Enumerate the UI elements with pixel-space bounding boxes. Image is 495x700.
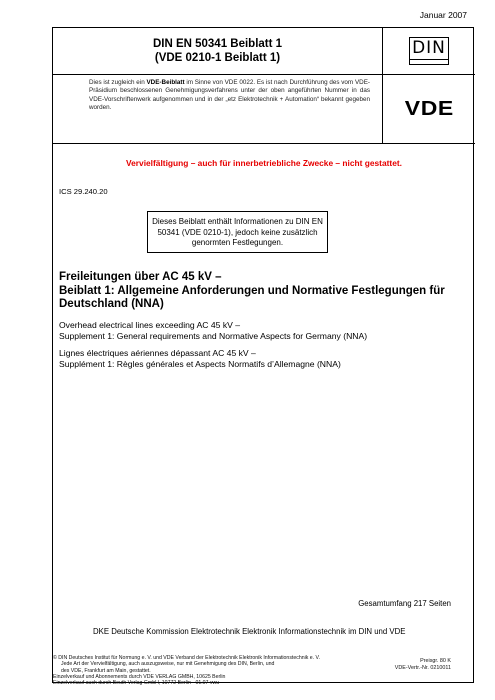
- footer-line-4: Einzelverkauf und Abonnements durch VDE VERLAG GMBH, 10625 Berlin: [53, 673, 226, 680]
- total-pages: Gesamtumfang 217 Seiten: [358, 599, 451, 608]
- vde-logo: VDE: [404, 97, 454, 120]
- vde-note: [53, 75, 383, 144]
- price-info: [395, 658, 451, 672]
- english-title-line-1: Overhead electrical lines exceeding AC 45 kV –: [59, 320, 241, 330]
- document-title: [59, 271, 469, 312]
- info-box: Dieses Beiblatt enthält Informationen zu DIN EN 50341 (VDE 0210-1), jedoch keine zusätzlich genormten Festlegungen.: [147, 211, 328, 253]
- english-title-line-2: Supplement 1: General requirements and Normative Aspects for Germany (NNA): [59, 331, 368, 341]
- french-title-line-2: Supplément 1: Règles générales et Aspects Normatifs d’Allemagne (NNA): [59, 359, 341, 369]
- english-title: [59, 320, 469, 342]
- footer-line-3: des VDE, Frankfurt am Main, gestattet.: [61, 667, 151, 674]
- footer-line-1: © DIN Deutsches Institut für Normung e. V. und VDE Verband der Elektrotechnik Elektronik Informationstechnik e. V.: [53, 655, 320, 661]
- vde-order-number: VDE-Vertr.-Nr. 0210011: [394, 665, 451, 671]
- ics-code: ICS 29.240.20: [59, 187, 108, 196]
- vde-note-prefix: Dies ist zugleich ein: [89, 79, 147, 86]
- din-logo-text: DIN: [412, 38, 446, 58]
- standard-title-box: [53, 28, 383, 75]
- standard-number: DIN EN 50341 Beiblatt 1: [152, 38, 283, 50]
- din-logo-box: [383, 28, 475, 75]
- copy-warning: Vervielfältigung – auch für innerbetriebliche Zwecke – nicht gestattet.: [126, 158, 402, 168]
- footer-line-5: Einzelverkauf auch durch Beuth Verlag GmbH, 10772 Berlin · 01.07 vwu: [53, 680, 220, 687]
- title-line-2: Beiblatt 1: Allgemeine Anforderungen und Normative Festlegungen für Deutschland (NNA): [59, 284, 445, 310]
- footer-line-2: Jede Art der Vervielfältigung, auch auszugsweise, nur mit Genehmigung des DIN, Berlin, und: [61, 661, 275, 668]
- din-logo-bar: [410, 59, 448, 60]
- vde-note-bold: VDE-Beiblatt: [146, 79, 185, 86]
- french-title-line-1: Lignes électriques aériennes dépassant AC 45 kV –: [59, 348, 256, 358]
- copyright-footer: [53, 655, 433, 686]
- vde-classification: (VDE 0210-1 Beiblatt 1): [154, 52, 281, 64]
- french-title: [59, 348, 469, 370]
- dke-line: DKE Deutsche Kommission Elektrotechnik Elektronik Informationstechnik im DIN und VDE: [93, 627, 406, 636]
- price-group: Preisgr. 80 K: [420, 658, 451, 664]
- din-logo: [409, 37, 449, 65]
- issue-date: Januar 2007: [419, 10, 467, 20]
- standard-cover-page: [52, 27, 474, 687]
- vde-logo-box: [383, 75, 475, 144]
- title-line-1: Freileitungen über AC 45 kV –: [59, 271, 222, 283]
- vde-note-rest: im Sinne von VDE 0022. Es ist nach Durchführung des vom VDE-Präsidium beschlossenen Genehmigungsverfahrens unter der oben angeführten Nummer in das VDE-Vorschriftenwerk aufgenommen und in der „etz Elektrotechnik + Automation“ bekannt gegeben worden.: [89, 79, 370, 112]
